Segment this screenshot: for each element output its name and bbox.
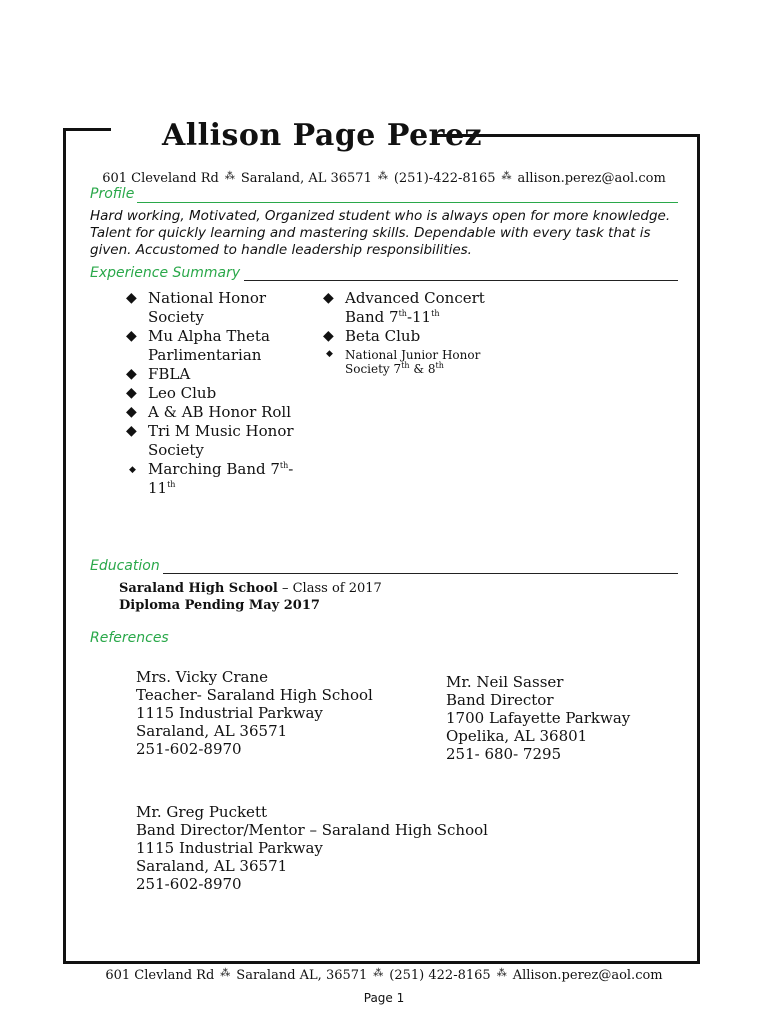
reference-phone: 251- 680- 7295: [446, 745, 562, 763]
page-number: Page 1: [363, 991, 405, 1005]
reference-street: 1115 Industrial Parkway: [136, 704, 323, 722]
experience-list-right: [323, 289, 493, 376]
class-of: – Class of 2017: [277, 581, 382, 596]
reference-phone: 251-602-8970: [136, 875, 242, 893]
diamond-bullet-icon: ◆: [129, 465, 136, 475]
profile-heading: Profile: [90, 186, 135, 202]
list-item: ◆ National Junior Honor Society 7th & 8th: [326, 348, 481, 376]
list-item: ◆ Beta Club: [323, 327, 421, 345]
footer-address: 601 Clevland Rd: [105, 968, 215, 983]
education-heading: Education: [90, 558, 160, 574]
frame-top-left: [63, 128, 111, 131]
frame-bottom: [63, 961, 700, 964]
list-item: ◆ A & AB Honor Roll: [126, 403, 292, 421]
resume-name: Allison Page Perez: [162, 118, 483, 153]
footer-city: Saraland AL, 36571: [236, 968, 368, 983]
reference-city: Saraland, AL 36571: [136, 722, 288, 740]
contact-email[interactable]: allison.perez@aol.com: [517, 171, 666, 186]
reference-card: [136, 803, 488, 893]
diamond-bullet-icon: ◆: [326, 349, 333, 359]
experience-heading: Experience Summary: [90, 265, 241, 281]
diamond-bullet-icon: ◆: [126, 366, 137, 382]
diamond-bullet-icon: ◆: [323, 328, 334, 344]
profile-rule: [137, 202, 678, 203]
profile-text: Hard working, Motivated, Organized student who is always open for more knowledge. Talent for quickly learning and mastering skills. Dependable with every task that is given. Accustomed to handle leadership responsibilities.: [90, 208, 671, 258]
separator-icon: ⁂: [377, 171, 388, 182]
list-item: ◆ National Honor Society: [126, 289, 267, 326]
references-heading: References: [90, 630, 169, 646]
reference-city: Opelika, AL 36801: [446, 727, 588, 745]
reference-name: Mr. Greg Puckett: [136, 803, 267, 821]
frame-left: [63, 128, 66, 964]
separator-icon: ⁂: [373, 968, 384, 979]
contact-phone: (251)-422-8165: [393, 171, 496, 186]
experience-list-left: [126, 289, 296, 498]
list-item: ◆ Mu Alpha Theta Parlimentarian: [126, 327, 270, 364]
diamond-bullet-icon: ◆: [126, 423, 137, 439]
reference-street: 1700 Lafayette Parkway: [446, 709, 631, 727]
contact-address: 601 Cleveland Rd: [102, 171, 219, 186]
list-item: ◆ Marching Band 7th-11th: [129, 460, 294, 497]
education-diploma-line: [119, 598, 320, 613]
reference-card: [136, 668, 373, 758]
contact-line-top: [0, 171, 768, 186]
list-item: ◆ Tri M Music Honor Society: [126, 422, 294, 459]
list-item: ◆ FBLA: [126, 365, 191, 383]
contact-city: Saraland, AL 36571: [240, 171, 372, 186]
footer-email[interactable]: Allison.perez@aol.com: [512, 968, 663, 983]
separator-icon: ⁂: [501, 171, 512, 182]
contact-line-footer: [0, 968, 768, 983]
reference-street: 1115 Industrial Parkway: [136, 839, 323, 857]
reference-title: Teacher- Saraland High School: [136, 686, 373, 704]
reference-title: Band Director: [446, 691, 554, 709]
separator-icon: ⁂: [224, 171, 235, 182]
diamond-bullet-icon: ◆: [126, 290, 137, 306]
reference-card: [446, 673, 630, 763]
reference-name: Mr. Neil Sasser: [446, 673, 564, 691]
experience-rule: [244, 280, 678, 281]
school-name: Saraland High School: [119, 581, 278, 596]
frame-right: [697, 134, 700, 964]
diamond-bullet-icon: ◆: [126, 385, 137, 401]
separator-icon: ⁂: [220, 968, 231, 979]
reference-city: Saraland, AL 36571: [136, 857, 288, 875]
separator-icon: ⁂: [496, 968, 507, 979]
reference-phone: 251-602-8970: [136, 740, 242, 758]
reference-name: Mrs. Vicky Crane: [136, 668, 268, 686]
reference-title: Band Director/Mentor – Saraland High School: [136, 821, 488, 839]
education-rule: [163, 573, 678, 574]
list-item: ◆ Leo Club: [126, 384, 217, 402]
diamond-bullet-icon: ◆: [323, 290, 334, 306]
list-item: ◆ Advanced Concert Band 7th-11th: [323, 289, 485, 326]
diamond-bullet-icon: ◆: [126, 328, 137, 344]
footer-phone: (251) 422-8165: [389, 968, 491, 983]
education-school-line: [119, 581, 382, 596]
diploma-status: Diploma Pending May 2017: [119, 598, 320, 613]
diamond-bullet-icon: ◆: [126, 404, 137, 420]
